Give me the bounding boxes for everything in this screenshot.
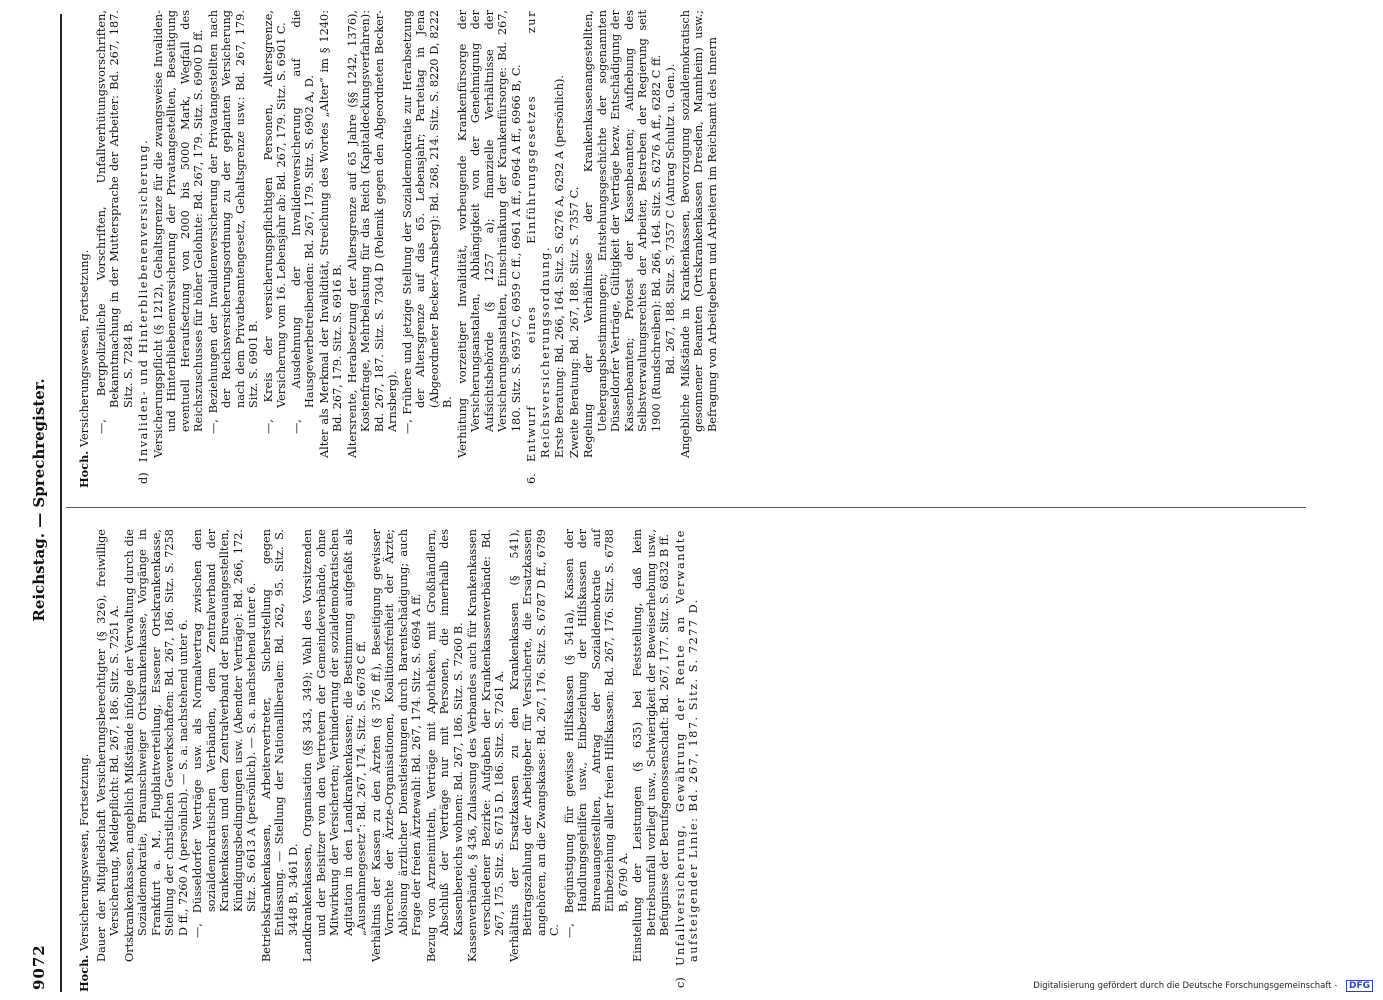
sub-entry: —, Frühere und jetzige Stellung der Sozialdemokratie zur Herabsetzung der Altersgrenze auf das 65. Lebensjahr; Parteitag in Jena (Abgeordneter Becker-Arnsberg): Bd. 268, 214. Sitz. S. 8220 D, 8222 B.: [400, 10, 454, 434]
index-entry: Altersrente, Herabsetzung der Altersgrenze auf 65 Jahre (§§ 1242, 1376), Kostenfrage, Mehrbelastung für das Reich (Kapitaldeckungsverfahren): Bd. 267, 187. Sitz. S. 7304 D (Polemik gegen den Abgeordneten Becker-Arnsberg).: [345, 10, 399, 458]
column-divider: [66, 507, 1306, 508]
right-column: [78, 10, 720, 488]
section-heading: [137, 10, 151, 488]
index-entry: Versicherungspflicht (§ 1212), Gehaltsgrenze für die zwangsweise Invaliden- und Hinterbliebenenversicherung der Privatangestellten, Beseitigung eventuell Heraufsetzung von 2000 bis 5000 Mark, Wegfall des Reichszuschusses für höher Gelohnte: Bd. 267, 179. Sitz. S. 6900 D ff.: [151, 10, 205, 458]
context-label: Versicherungswesen, Fortsetzung.: [78, 249, 91, 448]
index-entry: Dauer der Mitgliedschaft Versicherungsberechtigter (§ 326), freiwillige Versicherung, Meldepflicht: Bd. 267, 186. Sitz. S. 7251 A.: [94, 529, 121, 962]
sub-entry: —, Düsseldorfer Verträge usw. als Normalvertrag zwischen den sozialdemokratischen Verbänden, dem Zentralverband der Krankenkassen und dem Zentralverband der Bureauangestellten, Kündigungsbedingungen usw. (Abendter Verträge): Bd. 266, 172. Sitz. S. 6613 A (persönlich). — S. a. nachstehend unter 6.: [191, 529, 258, 938]
index-entry: Verhältnis der Ersatzkassen zu den Krankenkassen (§ 541), Beitragszahlung der Arbeitgeber für Versicherte, die Ersatzkassen angehören, an die Zwangskasse: Bd. 267, 176. Sitz. S. 6787 D ff., 6789 C.: [507, 529, 561, 962]
section-title: Unfallversicherung, Gewährung der Rente an Verwandte aufsteigender Linie: Bd. 267, 187. Sitz. S. 7277 D.: [673, 529, 700, 966]
speaker-name: Hoch.: [77, 450, 91, 488]
digitization-footer: [1033, 980, 1373, 992]
section-label: c): [673, 977, 687, 988]
sub-entry: —, Kreis der versicherungspflichtigen Personen, Altersgrenze, Versicherung vom 16. Lebensjahr ab: Bd. 267, 179. Sitz. S. 6901 C.: [261, 10, 288, 434]
index-entry: Regelung der Verhältnisse der Krankenkassenangestellten, Uebergangsbestimmungen; Entstehungsgeschichte der sogenannten Düsseldorfer Verträge, Gültigkeit der Verträge bezw. Entschädigung der Kassenbeamten; Protest der Kassenbeamten; Aufhebung des Selbstverwaltungsrechtes der Arbeiter, Bestreben der Regierung seit 1900 (Rundschreiben): Bd. 266, 164. Sitz. S. 6276 A ff., 6282 C ff.: [582, 10, 663, 458]
index-entry: Bd. 267, 188. Sitz. S. 7357 C (Antrag Schultz u. Gen.).: [664, 63, 677, 375]
section-label: d): [137, 472, 150, 484]
sub-entry: —, Bergpolizeiliche Vorschriften, Unfallverhütungsvorschriften, Bekanntmachung in der Muttersprache der Arbeiter: Bd. 267, 187. Sitz. S. 7284 B.: [94, 10, 135, 434]
sub-entry: —, Begünstigung für gewisse Hilfskassen (§ 541a), Kassen der Handlungsgehilfen usw., Einbeziehung der Hilfskassen der Bureauangestellten, Antrag der Sozialdemokratie auf Einbeziehung aller freien Hilfskassen: Bd. 267, 176. Sitz. S. 6788 B, 6790 A.: [562, 529, 630, 938]
page-header: [30, 0, 54, 1000]
section-label: 6.: [525, 473, 538, 484]
running-head: Reichstag. — Sprechregister.: [30, 378, 48, 622]
column-context: [78, 10, 92, 488]
index-entry: Landkrankenkassen, Organisation (§§ 343, 349); Wahl des Vorsitzenden und der Beisitzer von den Vertretern der Gemeindeverbände, ohne Mitwirkung der Versicherten; Verhinderung der sozialdemokratischen Agitation in den Landkrankenkassen; die Bestimmung aufgefaßt als „Ausnahmegesetz“: Bd. 267, 174. Sitz. S. 6678 C ff.: [301, 529, 368, 962]
footer-text: Digitalisierung gefördert durch die Deutsche Forschungsgemeinschaft -: [1033, 981, 1338, 991]
sub-entry: —, Ausdehnung der Invalidenversicherung auf die Hausgewerbetreibenden: Bd. 267, 179. Sitz. S. 6902 A, D.: [289, 10, 316, 434]
index-entry: Ortskrankenkassen, angeblich Mißstände infolge der Verwaltung durch die Sozialdemokratie, Braunschweiger Ortskrankenkasse, Vorgänge in Frankfurt a. M., Flugblattverteilung, Essener Ortskrankenkasse, Stellung der christlichen Gewerkschaften: Bd. 267, 186. Sitz. S. 7258 D ff., 7260 A (persönlich). — S. a. nachstehend unter 6.: [122, 529, 190, 962]
index-entry: Einstellung der Leistungen (§ 635) bei Feststellung, daß kein Betriebsunfall vorliegt usw., Schwierigkeit der Beweiserhebung usw., Befugnisse der Berufsgenossenschaft: Bd. 267, 177. Sitz. S. 6832 B ff.: [631, 529, 671, 962]
section-heading: [674, 529, 701, 992]
index-entry: Betriebskrankenkassen, Arbeitervertreter, Sicherstellung gegen Entlassung. — Stellung der Nationalliberalen: Bd. 262, 95. Sitz. S. 3448 B, 3461 D.: [259, 529, 300, 962]
header-rule: [60, 14, 62, 992]
page-number: 9072: [30, 944, 48, 990]
index-entry: Erste Beratung: Bd. 266, 164. Sitz. S. 6276 A, 6292 A (persönlich).: [553, 74, 566, 458]
sub-entry: —, Beziehungen der Invalidenversicherung der Privatangestellten nach der Reichsversicherungsordnung zu der geplanten Versicherung nach dem Privatbeamtengesetz, Gehaltsgrenze usw.: Bd. 267, 179. Sitz. S. 6901 B.: [206, 10, 260, 434]
context-label: Versicherungswesen, Fortsetzung.: [78, 753, 91, 952]
index-entry: Kassenverbände, § 436, Zulassung des Verbandes auch für Krankenkassen verschiedener Bezirke: Aufgaben der Krankenkassenverbände: Bd. 267, 175. Sitz. S. 6715 D. 186. Sitz. S. 7261 A.: [466, 529, 506, 962]
section-heading: [525, 10, 552, 488]
index-entry: Verhältnis der Kassen zu den Ärzten (§ 376 ff.), Beseitigung gewisser Vorrechte der Ärzte-Organisationen, Koalitionsfreiheit der Ärzte; Ablösung ärztlicher Dienstleistungen durch Barentschädigung; auch Frage der freien Ärztewahl: Bd. 267, 174. Sitz. S. 6694 A ff.: [369, 529, 423, 962]
speaker-name: Hoch.: [77, 954, 91, 992]
section-title: Entwurf eines Einführungsgesetzes zur Reichsversicherungsordnung.: [525, 10, 552, 462]
section-title: Invaliden- und Hinterbliebenenversicherung.: [137, 138, 150, 462]
left-column: [78, 529, 702, 992]
index-entry: Angebliche Mißstände in Krankenkassen, Bevorzugung sozialdemokratisch gesonnener Beamten (Ortskrankenkassen Dresden, Mannheim) usw.; Befragung von Arbeitgebern und Arbeitern im Reichsamt des Innern: [678, 10, 719, 458]
index-entry: Verhütung vorzeitiger Invalidität, vorbeugende Krankenfürsorge der Versicherungsanstalten, Abhängigkeit von der Genehmigung der Aufsichtsbehörde (§ 1257 a); finanzielle Verhältnisse der Versicherungsanstalten, Einschränkung der Krankenfürsorge: Bd. 267, 180. Sitz. S. 6957 C, 6959 C ff., 6961 A ff., 6964 A ff., 6966 B, C.: [455, 10, 523, 458]
index-entry: Alter als Merkmal der Invalidität, Streichung des Wortes „Alter“ im § 1240: Bd. 267, 179. Sitz. S. 6916 B.: [317, 10, 344, 458]
dfg-logo: DFG: [1346, 980, 1373, 992]
index-entry: Zweite Beratung: Bd. 267, 188. Sitz. S. 7357 C.: [567, 186, 581, 458]
index-entry: Bezug von Arzneimitteln, Verträge mit Apotheken, mit Großhändlern, Abschluß der Verträge nur mit Personen, die innerhalb des Kassenbereichs wohnen: Bd. 267, 186. Sitz. S. 7260 B.: [424, 529, 465, 962]
column-context: [78, 529, 92, 992]
